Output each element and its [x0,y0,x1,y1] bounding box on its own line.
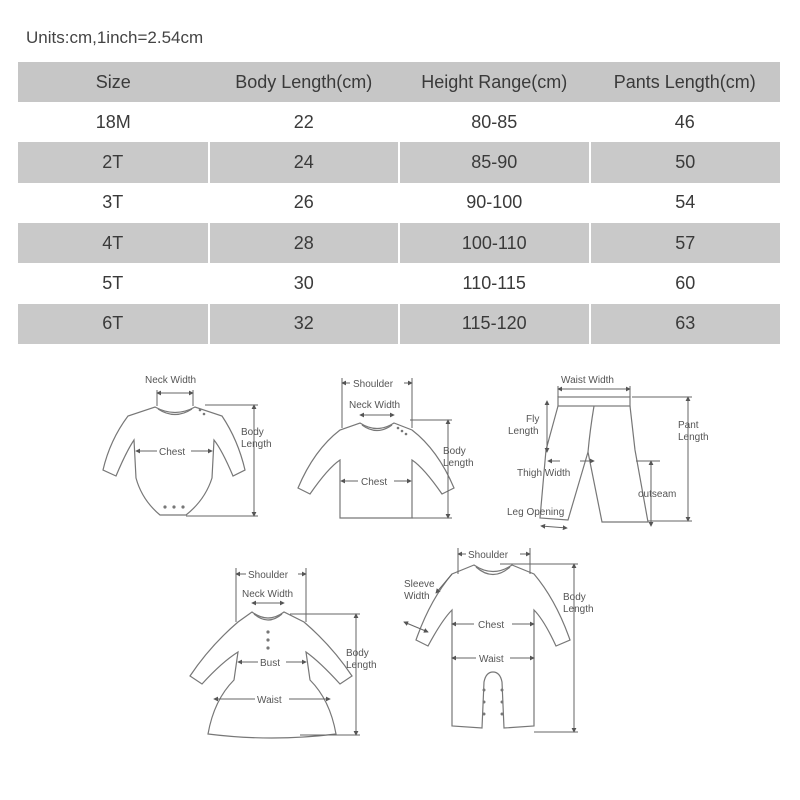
cell-body-length: 30 [293,272,314,293]
header-pants-length: Pants Length(cm) [590,62,781,102]
top-length-label: Length [443,458,474,469]
units-note: Units:cm,1inch=2.54cm [26,28,204,47]
top-chest-label: Chest [361,477,388,488]
pants-fly-label: Fly [526,414,540,425]
dress-outline [190,612,352,738]
cell-pants-length: 60 [675,272,696,293]
dress-length-label: Length [346,660,377,671]
pants-leg-label: Leg Opening [507,507,565,518]
dress-shoulder-label: Shoulder [248,570,289,581]
dress-body-label: Body [346,648,369,659]
table-row [18,102,780,142]
cell-body-length: 28 [209,223,400,263]
pants-waistband [558,397,630,406]
cell-height-range: 80-85 [471,111,518,132]
cell-body-length: 22 [293,111,314,132]
cell-body-length: 24 [209,142,400,182]
size-chart-table [18,62,780,344]
cell-height-range: 85-90 [399,142,590,182]
romper-body-label: Body [563,592,586,603]
pants-pant-length-label: Length [678,432,709,443]
dress-bust-label: Bust [260,658,281,669]
cell-body-length: 26 [293,192,314,213]
cell-size: 18M [95,111,131,132]
cell-size: 6T [18,304,209,344]
table-row [18,304,780,344]
dress-diagram [190,567,377,738]
bodysuit-body-label: Body [241,427,264,438]
cell-size: 4T [18,223,209,263]
header-height-range: Height Range(cm) [399,62,590,102]
romper-chest-label: Chest [478,620,505,631]
pants-waist-label: Waist Width [561,375,614,386]
romper-diagram [404,547,594,732]
cell-pants-length: 50 [590,142,781,182]
bodysuit-outline [103,407,245,515]
pants-fly-length-label: Length [508,426,539,437]
bodysuit-chest-label: Chest [159,447,186,458]
cell-height-range: 110-115 [462,272,526,293]
pants-thigh-label: Thigh Width [517,468,571,479]
dress-waist-label: Waist [257,695,282,706]
cell-height-range: 115-120 [399,304,590,344]
cell-size: 5T [102,272,124,293]
romper-waist-label: Waist [479,654,504,665]
table-row [18,223,780,263]
top-outline [298,423,454,518]
bodysuit-neck-label: Neck Width [145,375,197,386]
top-diagram [298,376,474,518]
table-row [18,263,780,303]
cell-body-length: 32 [209,304,400,344]
cell-pants-length: 54 [675,192,696,213]
cell-height-range: 90-100 [466,192,523,213]
cell-size: 2T [18,142,209,182]
bodysuit-diagram [103,375,272,516]
table-row [18,183,780,223]
cell-pants-length: 63 [590,304,781,344]
cell-pants-length: 46 [674,111,695,132]
dress-neck-label: Neck Width [242,589,294,600]
pants-diagram [507,375,709,528]
header-size: Size [18,62,209,102]
cell-height-range: 100-110 [399,223,590,263]
top-body-label: Body [443,446,466,457]
bodysuit-length-label: Length [241,439,272,450]
header-body-length: Body Length(cm) [209,62,400,102]
cell-pants-length: 57 [590,223,781,263]
top-neck-label: Neck Width [349,400,401,411]
romper-sleeve-label: Sleeve [404,579,435,590]
cell-size: 3T [102,192,124,213]
table-row [18,142,780,182]
pants-outseam-label: outseam [638,489,677,500]
romper-length-label: Length [563,604,594,615]
table-header-row [18,62,780,102]
pants-pant-label: Pant [678,420,699,431]
romper-shoulder-label: Shoulder [468,550,509,561]
top-shoulder-label: Shoulder [353,379,394,390]
measurement-diagrams [0,350,800,800]
romper-sleeve-width-label: Width [404,591,430,602]
